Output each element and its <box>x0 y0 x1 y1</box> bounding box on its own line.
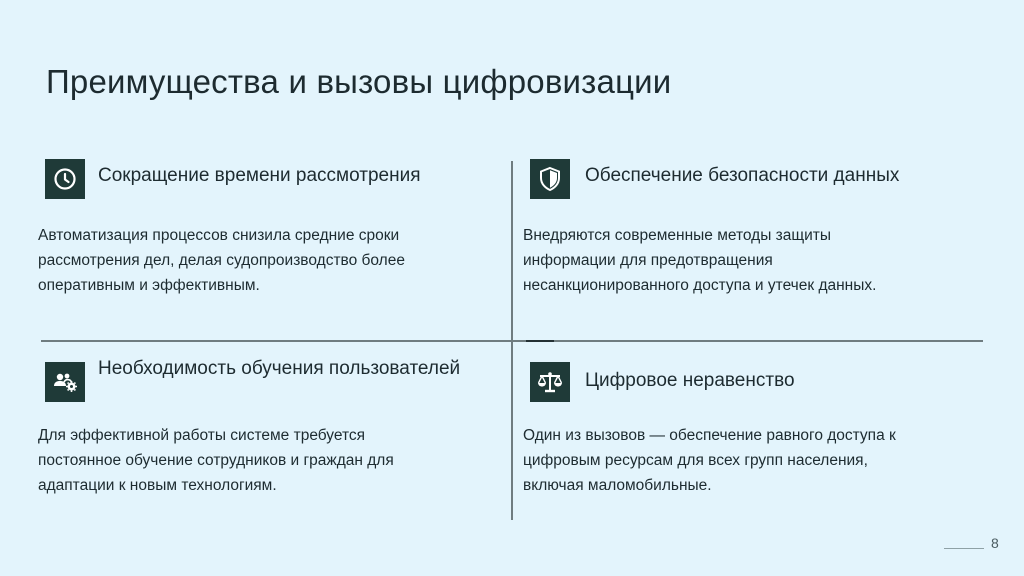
card-text-line: Внедряются современные методы защиты <box>523 227 832 244</box>
card-text-line: включая маломобильные. <box>523 477 712 494</box>
horizontal-divider <box>41 340 983 342</box>
card-text-line: постоянное обучение сотрудников и граждан для <box>38 452 394 469</box>
card-text-line: информации для предотвращения <box>523 252 773 269</box>
footer-divider <box>944 548 984 549</box>
card-text-line: оперативным и эффективным. <box>38 277 260 294</box>
divider-accent <box>526 340 554 342</box>
clock-icon <box>45 159 85 199</box>
card-text-line: рассмотрения дел, делая судопроизводство более <box>38 252 405 269</box>
scales-icon <box>530 362 570 402</box>
card-user-training <box>38 358 495 494</box>
card-title: Необходимость обучения пользователей <box>98 358 461 379</box>
slide-title: Преимущества и вызовы цифровизации <box>46 63 672 100</box>
users-gear-icon <box>45 362 85 402</box>
card-text-line: цифровым ресурсам для всех групп населения, <box>523 452 868 469</box>
shield-icon <box>530 159 570 199</box>
card-text-line: несанкционированного доступа и утечек данных. <box>523 277 877 294</box>
card-data-security <box>523 159 980 294</box>
card-text-line: адаптации к новым технологиям. <box>38 477 277 494</box>
card-text-line: Автоматизация процессов снизила средние сроки <box>38 227 400 244</box>
card-time-reduction <box>38 159 495 294</box>
card-text-line: Для эффективной работы системе требуется <box>38 427 366 444</box>
card-title: Цифровое неравенство <box>585 370 795 391</box>
card-text <box>523 223 973 298</box>
card-text <box>38 423 488 498</box>
card-text <box>38 223 488 298</box>
card-title: Обеспечение безопасности данных <box>585 165 900 186</box>
card-text <box>523 423 973 498</box>
card-text-line: Один из вызовов — обеспечение равного доступа к <box>523 427 896 444</box>
page-number: 8 <box>991 535 999 551</box>
card-digital-inequality <box>523 362 980 494</box>
card-title: Сокращение времени рассмотрения <box>98 165 421 186</box>
